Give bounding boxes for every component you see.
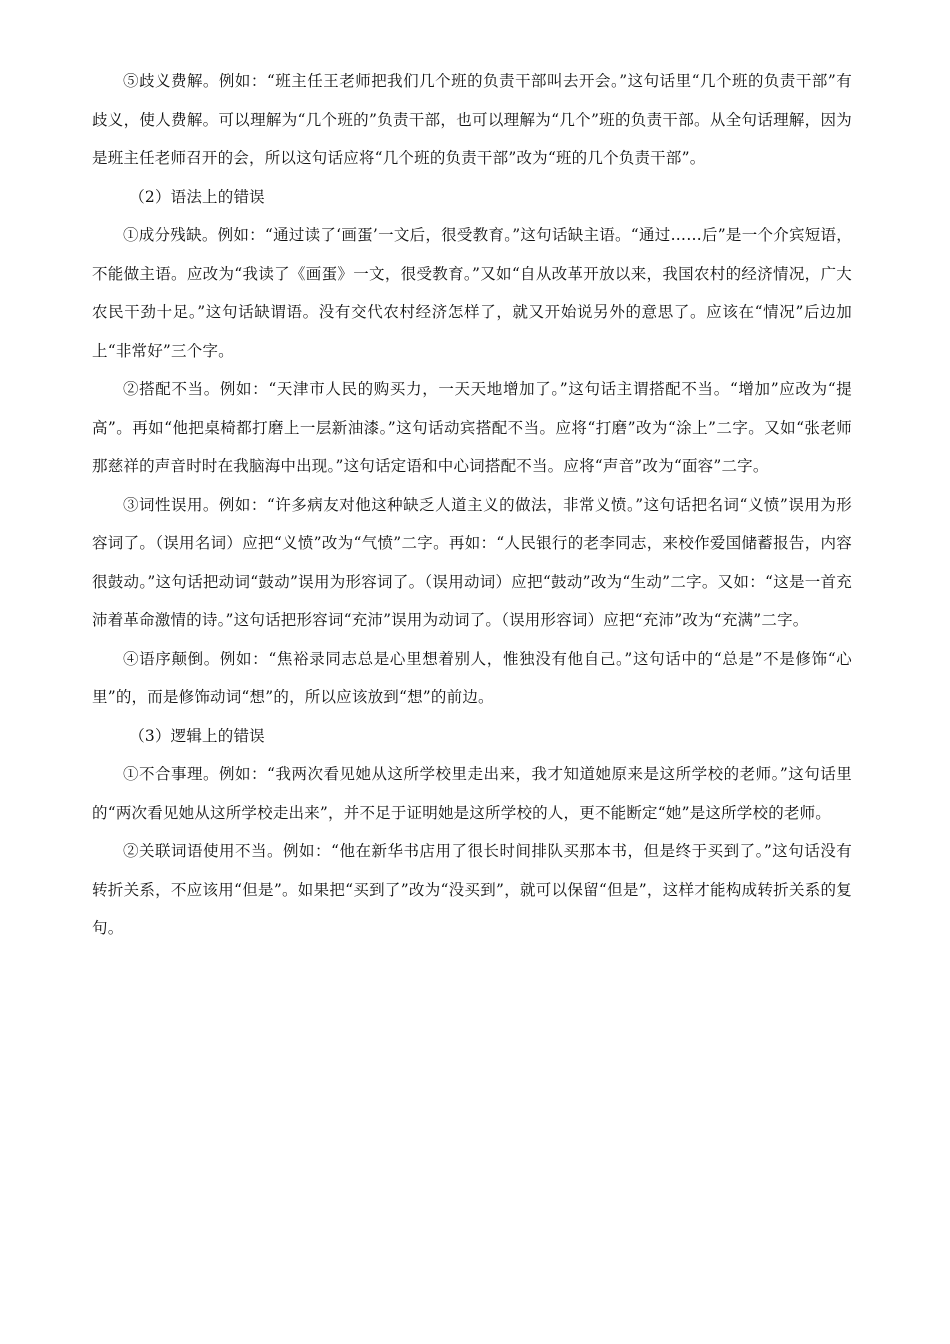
paragraph-word-order: ④语序颠倒。例如：“焦裕录同志总是心里想着别人，惟独没有他自己。”这句话中的“总是”不是修饰“心里”的，而是修饰动词“想”的，所以应该放到“想”的前边。 bbox=[92, 649, 852, 706]
paragraph-ambiguity: ⑤歧义费解。例如：“班主任王老师把我们几个班的负责干部叫去开会。”这句话里“几个班的负责干部”有歧义，使人费解。可以理解为“几个班的”负责干部，也可以理解为“几个”班的负责干部。从全句话理解，因为是班主任老师召开的会，所以这句话应将“几个班的负责干部”改为“班的几个负责干部”。 bbox=[92, 72, 852, 167]
section-heading-logic: （3）逻辑上的错误 bbox=[129, 726, 265, 745]
paragraph-part-of-speech-misuse: ③词性误用。例如：“许多病友对他这种缺乏人道主义的做法，非常义愤。”这句话把名词“义愤”误用为形容词了。（误用名词）应把“义愤”改为“气愤”二字。再如：“人民银行的老李同志，来校作爱国储蓄报告，内容很鼓动。”这句话把动词“鼓动”误用为形容词了。（误用动词）应把“鼓动”改为“生动”二字。又如：“这是一首充沛着革命激情的诗。”这句话把形容词“充沛”误用为动词了。（误用形容词）应把“充沛”改为“充满”二字。 bbox=[92, 495, 852, 629]
paragraph-improper-collocation: ②搭配不当。例如：“天津市人民的购买力，一天天地增加了。”这句话主谓搭配不当。“增加”应改为“提高”。再如“他把桌椅都打磨上一层新油漆。”这句话动宾搭配不当。应将“打磨”改为“涂上”二字。又如“张老师那慈祥的声音时时在我脑海中出现。”这句话定语和中心词搭配不当。应将“声音”改为“面容”二字。 bbox=[92, 380, 852, 475]
section-heading-grammar: （2）语法上的错误 bbox=[129, 187, 265, 206]
paragraph-missing-components: ①成分残缺。例如：“通过读了‘画蛋’一文后，很受教育。”这句话缺主语。“通过……后”是一个介宾短语，不能做主语。应改为“我读了《画蛋》一文，很受教育。”又如“自从改革开放以来，我国农村的经济情况，广大农民干劲十足。”这句话缺谓语。没有交代农村经济怎样了，就又开始说另外的意思了。应该在“情况”后边加上“非常好”三个字。 bbox=[92, 226, 852, 360]
paragraph-conjunction-misuse: ②关联词语使用不当。例如：“他在新华书店用了很长时间排队买那本书，但是终于买到了。”这句话没有转折关系，不应该用“但是”。如果把“买到了”改为“没买到”，就可以保留“但是”，这样才能构成转折关系的复句。 bbox=[92, 842, 852, 937]
paragraph-unreasonable: ①不合事理。例如：“我两次看见她从这所学校里走出来，我才知道她原来是这所学校的老师。”这句话里的“两次看见她从这所学校走出来”，并不足于证明她是这所学校的人，更不能断定“她”是这所学校的老师。 bbox=[92, 765, 852, 822]
document-page bbox=[92, 62, 852, 948]
